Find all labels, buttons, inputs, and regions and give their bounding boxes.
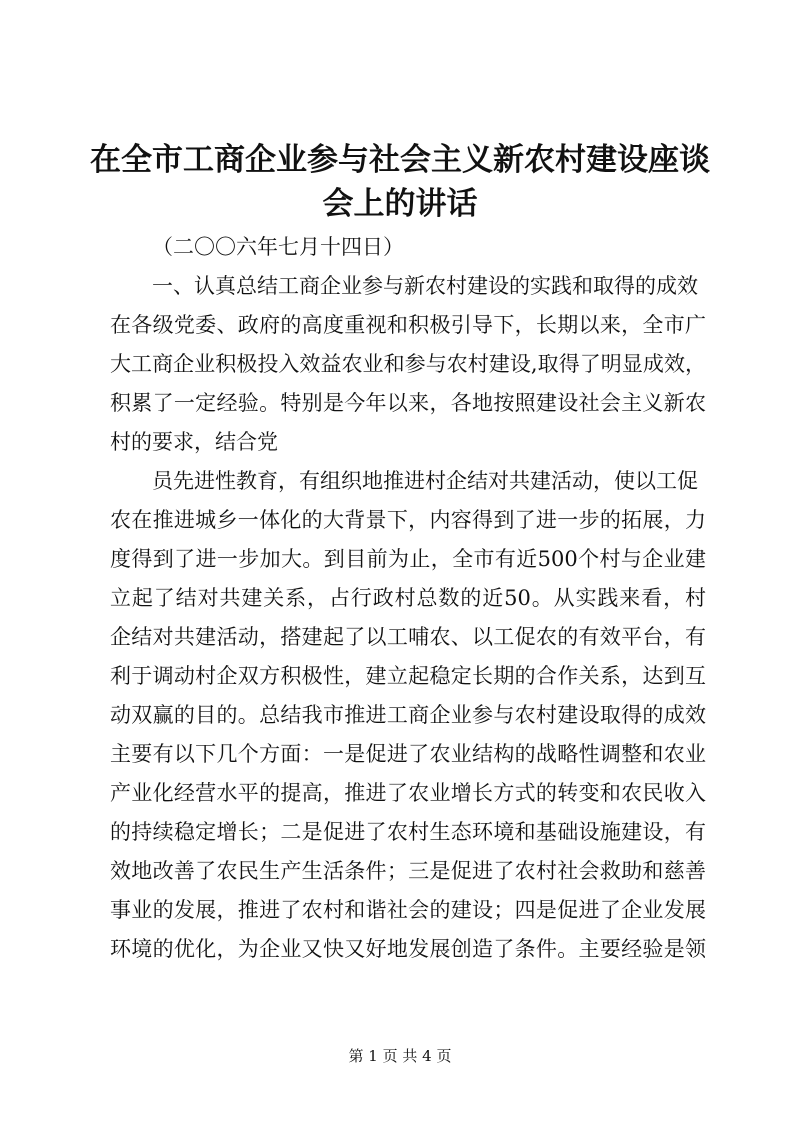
paragraph-line: 产业化经营水平的提高，推进了农业增长方式的转变和农民收入 — [110, 781, 706, 805]
paragraph-line: 农在推进城乡一体化的大背景下，内容得到了进一步的拓展，力 — [110, 508, 706, 532]
paragraph-line: 效地改善了农民生产生活条件；三是促进了农村社会救助和慈善 — [110, 859, 706, 883]
document-body — [110, 228, 706, 969]
title-line: 会上的讲话 — [322, 186, 478, 222]
paragraph-line: 主要有以下几个方面：一是促进了农业结构的战略性调整和农业 — [110, 742, 706, 766]
date-line: （二〇〇六年七月十四日） — [152, 235, 404, 259]
page-number: 第 1 页 共 4 页 — [348, 1047, 452, 1065]
paragraph-line: 利于调动村企双方积极性，建立起稳定长期的合作关系，达到互 — [110, 664, 706, 688]
paragraph-line: 员先进性教育，有组织地推进村企结对共建活动，使以工促 — [152, 469, 698, 493]
paragraph-line: 环境的优化，为企业又快又好地发展创造了条件。主要经验是领 — [110, 937, 706, 961]
paragraph-line: 积累了一定经验。特别是今年以来，各地按照建设社会主义新农 — [110, 391, 706, 415]
paragraph-line: 村的要求，结合党 — [110, 430, 278, 454]
section-heading: 一、认真总结工商企业参与新农村建设的实践和取得的成效 — [152, 274, 698, 298]
page-footer — [0, 1046, 800, 1066]
paragraph-line: 在各级党委、政府的高度重视和积极引导下，长期以来，全市广 — [110, 313, 706, 337]
title-line: 在全市工商企业参与社会主义新农村建设座谈 — [90, 142, 710, 178]
paragraph-line: 事业的发展，推进了农村和谐社会的建设；四是促进了企业发展 — [110, 898, 706, 922]
paragraph-line: 大工商企业积极投入效益农业和参与农村建设,取得了明显成效， — [110, 352, 706, 376]
paragraph-line: 立起了结对共建关系，占行政村总数的近50。从实践来看，村 — [110, 586, 706, 610]
paragraph-line: 的持续稳定增长；二是促进了农村生态环境和基础设施建设，有 — [110, 820, 706, 844]
paragraph-line: 企结对共建活动，搭建起了以工哺农、以工促农的有效平台，有 — [110, 625, 706, 649]
document-title — [60, 138, 740, 226]
paragraph-line: 度得到了进一步加大。到目前为止，全市有近500个村与企业建 — [110, 547, 706, 571]
paragraph-line: 动双赢的目的。总结我市推进工商企业参与农村建设取得的成效 — [110, 703, 706, 727]
